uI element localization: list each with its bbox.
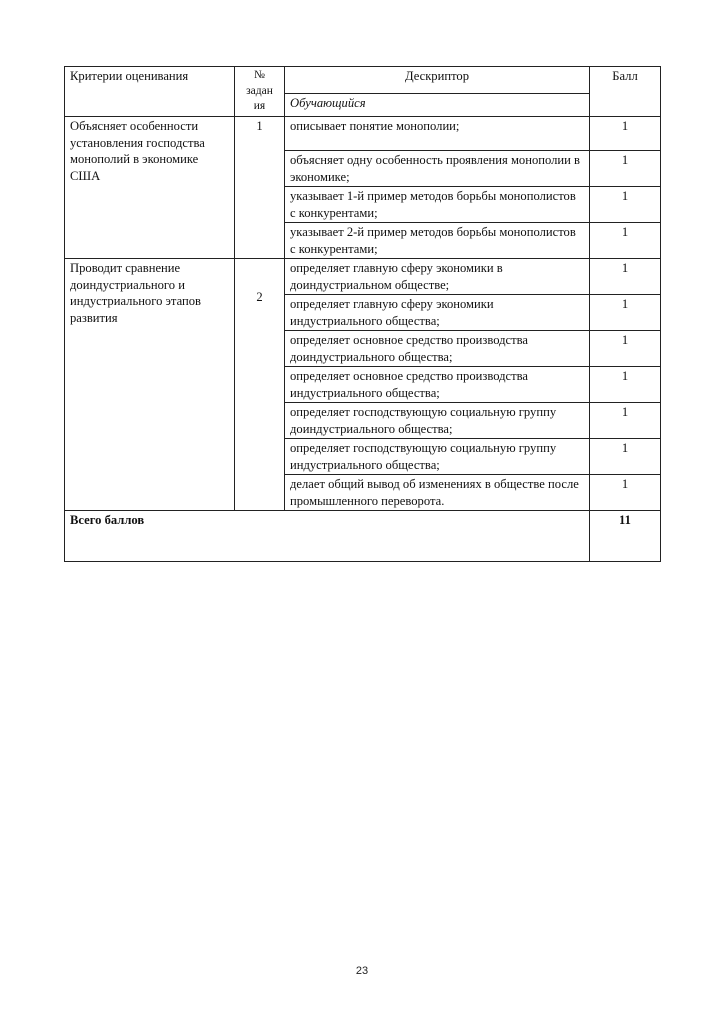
table-row	[65, 117, 661, 151]
score-cell: 1	[590, 117, 661, 151]
descriptor-cell: определяет господствующую социальную группу доиндустриального общества;	[285, 403, 590, 439]
score-cell: 1	[590, 151, 661, 187]
score-cell: 1	[590, 475, 661, 511]
score-cell: 1	[590, 295, 661, 331]
total-row	[65, 511, 661, 562]
descriptor-cell: указывает 1-й пример методов борьбы монополистов с конкурентами;	[285, 187, 590, 223]
header-task-number-line1: №	[254, 69, 265, 81]
descriptor-cell: определяет главную сферу экономики в доиндустриальном обществе;	[285, 259, 590, 295]
header-score: Балл	[590, 67, 661, 117]
header-task-number	[235, 67, 285, 117]
header-criteria: Критерии оценивания	[65, 67, 235, 117]
criterion-cell: Проводит сравнение доиндустриального и индустриального этапов развития	[65, 259, 235, 511]
task-number-cell: 2	[235, 259, 285, 511]
score-cell: 1	[590, 367, 661, 403]
header-task-number-line2: задан	[246, 84, 273, 97]
descriptor-cell: указывает 2-й пример методов борьбы монополистов с конкурентами;	[285, 223, 590, 259]
task-number-cell: 1	[235, 117, 285, 259]
descriptor-cell: определяет господствующую социальную группу индустриального общества;	[285, 439, 590, 475]
assessment-table	[64, 66, 661, 562]
score-cell: 1	[590, 439, 661, 475]
score-cell: 1	[590, 187, 661, 223]
total-score: 11	[590, 511, 661, 562]
header-descriptor: Дескриптор	[285, 67, 590, 94]
table-row	[65, 259, 661, 295]
descriptor-cell: определяет основное средство производства доиндустриального общества;	[285, 331, 590, 367]
score-cell: 1	[590, 331, 661, 367]
descriptor-cell: делает общий вывод об изменениях в обществе после промышленного переворота.	[285, 475, 590, 511]
score-cell: 1	[590, 403, 661, 439]
total-label: Всего баллов	[65, 511, 590, 562]
descriptor-cell: объясняет одну особенность проявления монополии в экономике;	[285, 151, 590, 187]
header-learner: Обучающийся	[285, 94, 590, 117]
descriptor-cell: описывает понятие монополии;	[285, 117, 590, 151]
criterion-cell: Объясняет особенности установления господства монополий в экономике США	[65, 117, 235, 259]
score-cell: 1	[590, 223, 661, 259]
descriptor-cell: определяет главную сферу экономики индустриального общества;	[285, 295, 590, 331]
header-task-number-line3: ия	[253, 100, 266, 112]
page-number: 23	[355, 965, 369, 977]
score-cell: 1	[590, 259, 661, 295]
descriptor-cell: определяет основное средство производства индустриального общества;	[285, 367, 590, 403]
